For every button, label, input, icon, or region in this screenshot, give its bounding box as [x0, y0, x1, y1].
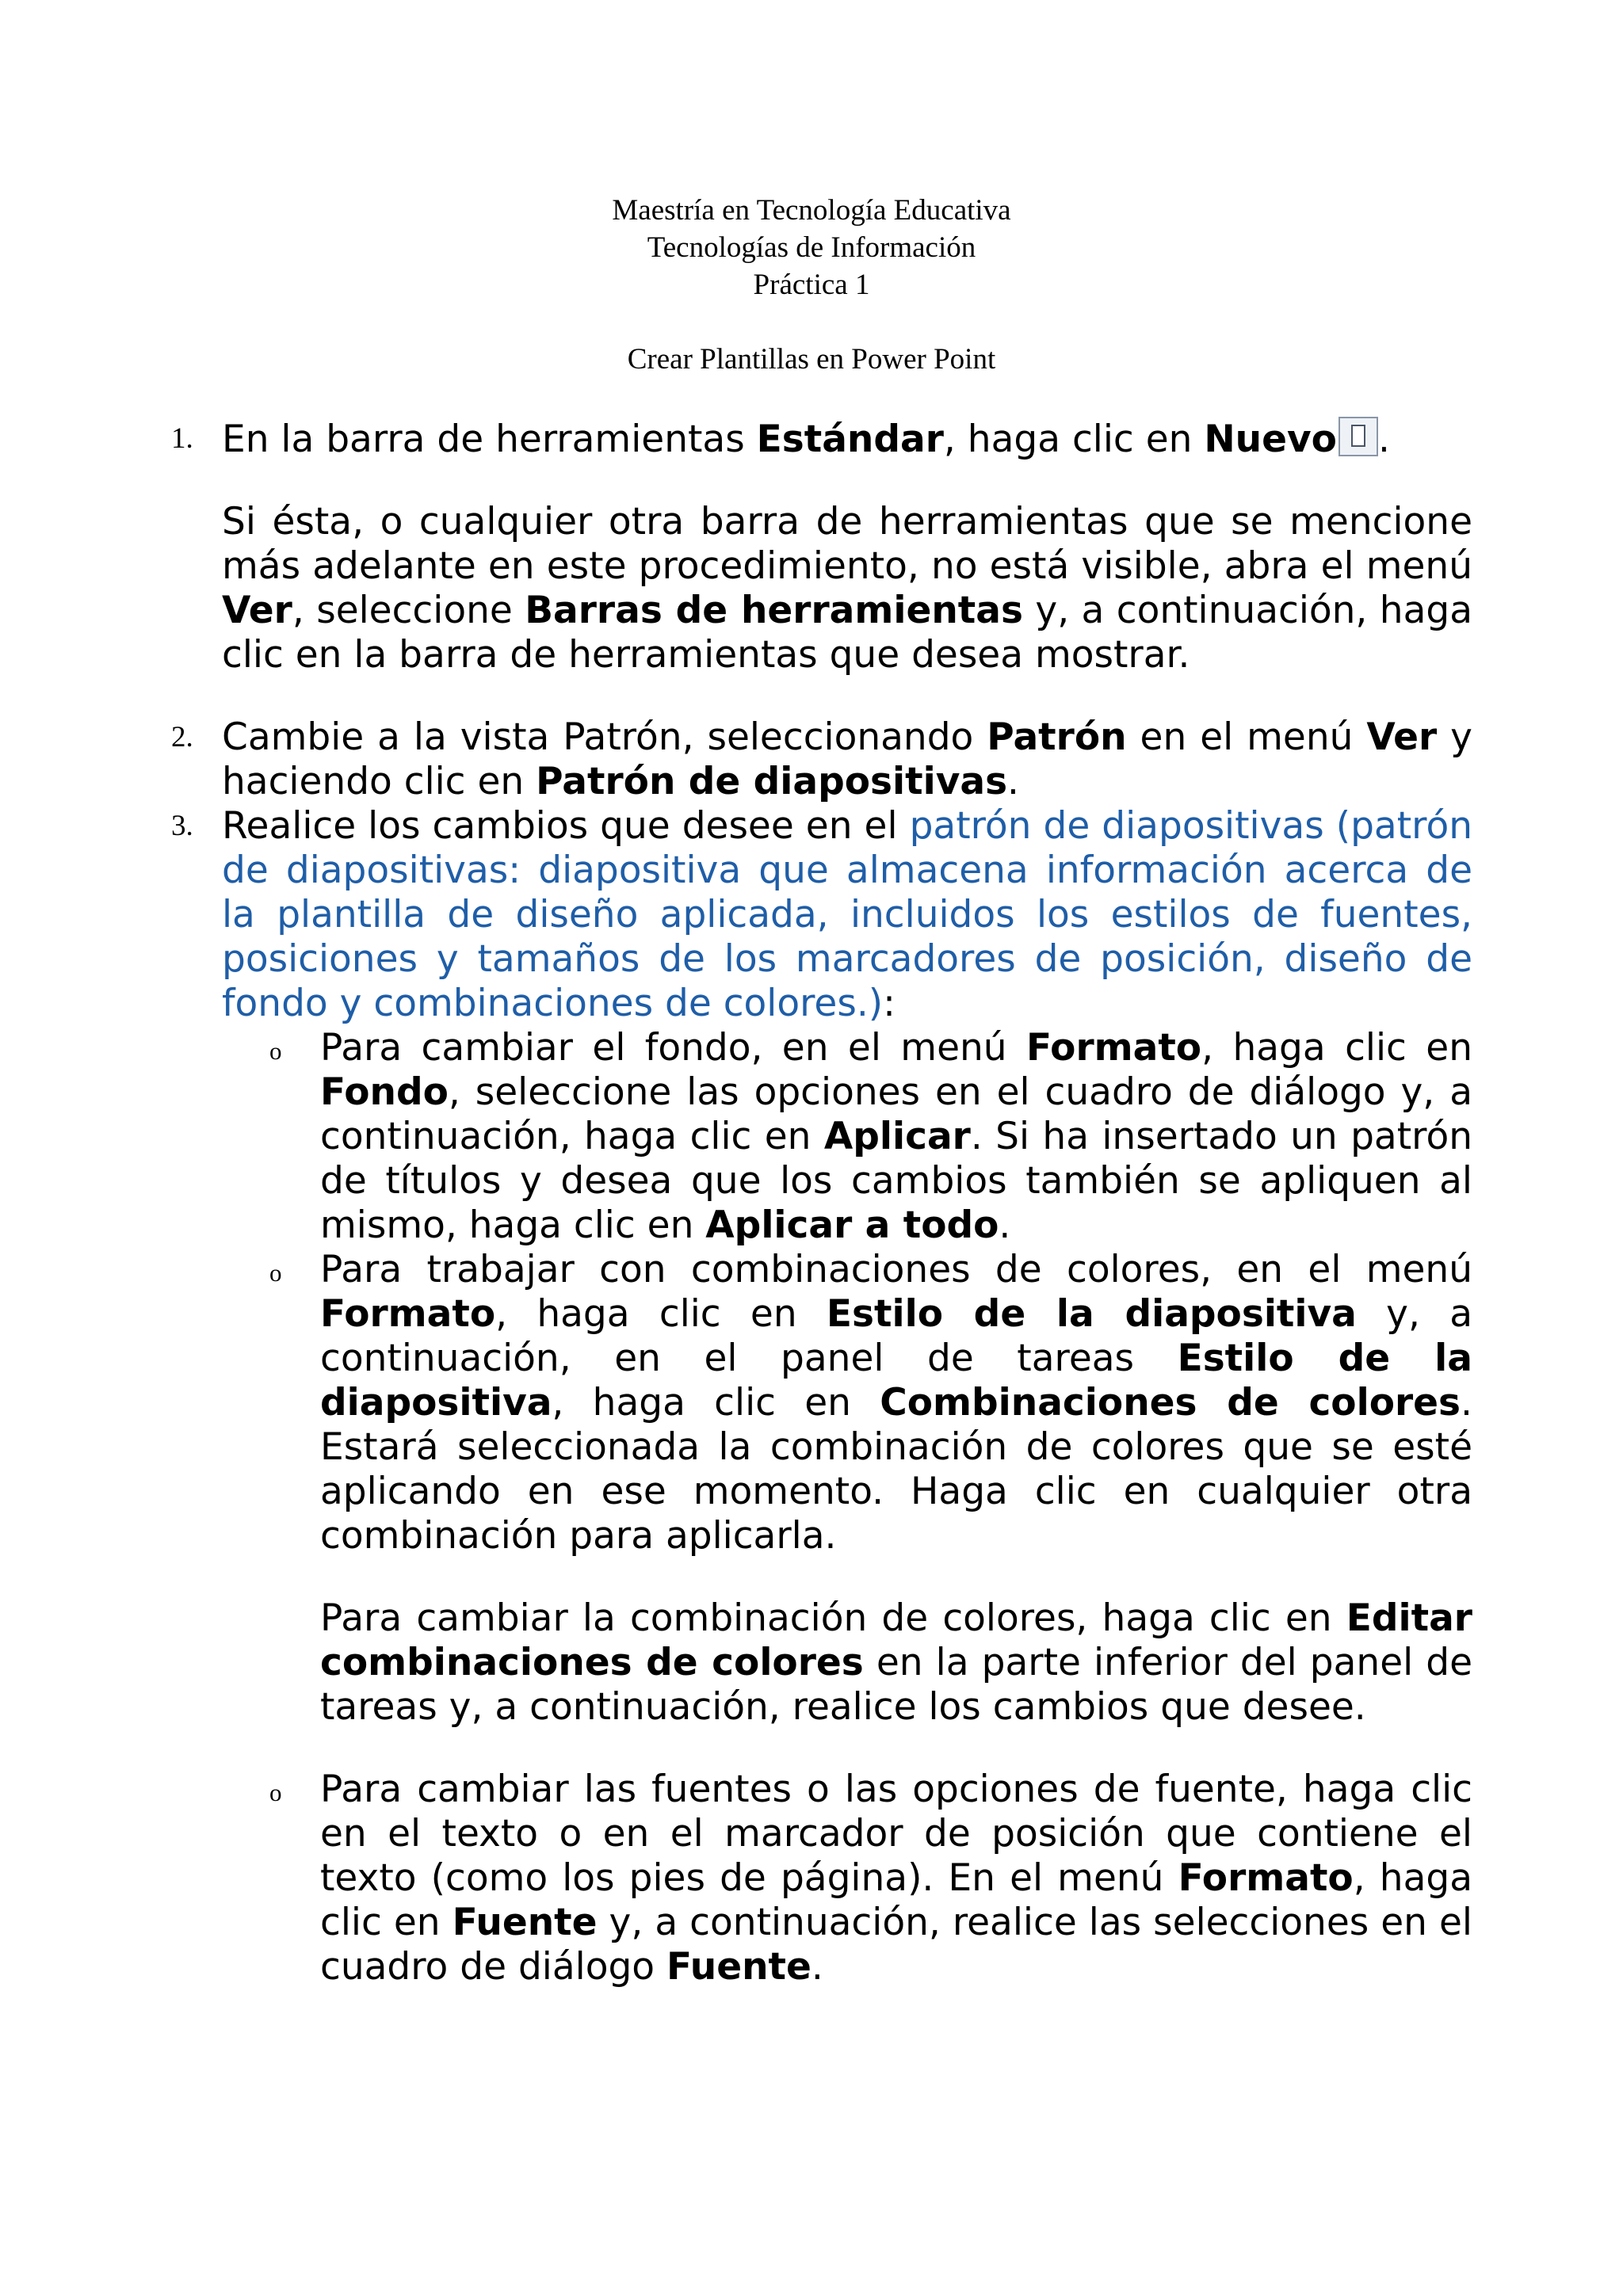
sub-3-text: Para cambiar las fuentes o las opciones de fuente, haga clic en el texto o en el marcador de posición que contiene el texto (como los pies de página). En el menú Formato, haga clic en Fuente y, a continuación, realice las selecciones en el cuadro de diálogo Fuente. [320, 1768, 1473, 1989]
bullet-marker: o [269, 1779, 282, 1806]
list-number: 1. [171, 422, 193, 455]
sub-1-text: Para cambiar el fondo, en el menú Formato, haga clic en Fondo, seleccione las opciones en el cuadro de diálogo y, a continuación, haga clic en Aplicar. Si ha insertado un patrón de títulos y desea que los cambios también se apliquen al mismo, haga clic en Aplicar a todo. [320, 1026, 1472, 1247]
glossary-link[interactable]: patrón de diapositivas [909, 804, 1324, 848]
step-1-note: Si ésta, o cualquier otra barra de herramientas que se mencione más adelante en este procedimiento, no está visible, abra el menú Ver, seleccione Barras de herramientas y, a continuación, haga clic en la barra de herramientas que desea mostrar. [222, 500, 1473, 677]
sub-list-item [163, 1768, 1472, 1989]
step-2-text: Cambie a la vista Patrón, seleccionando Patrón en el menú Ver y haciendo clic en Patrón de diapositivas. [222, 715, 1472, 803]
step-1-text: En la barra de herramientas Estándar, haga clic en Nuevo . [222, 418, 1390, 461]
document-header [0, 192, 1623, 378]
steps-list [163, 417, 1472, 1989]
sub-2-note: Para cambiar la combinación de colores, haga clic en Editar combinaciones de colores en la parte inferior del panel de tareas y, a continuación, realice los cambios que desee. [320, 1596, 1473, 1729]
document-title: Crear Plantillas en Power Point [627, 343, 996, 376]
list-item [163, 715, 1472, 804]
bullet-marker: o [269, 1037, 282, 1065]
bullet-marker: o [269, 1259, 282, 1287]
sub-list-item [163, 1248, 1472, 1730]
list-item [163, 417, 1472, 677]
list-item [163, 804, 1472, 1989]
header-line-3: Práctica 1 [753, 269, 870, 301]
step-3-text: Realice los cambios que desee en el patrón de diapositivas (patrón de diapositivas: diapositiva que almacena información acerca de la plantilla de diseño aplicada, incluidos los estilos de fuentes, posiciones y tamaños de los marcadores de posición, diseño de fondo y combinaciones de colores.): [222, 804, 1472, 1025]
header-line-2: Tecnologías de Información [647, 231, 976, 264]
glossary-definition: (patrón de diapositivas: diapositiva que almacena información acerca de la plantilla de diseño aplicada, incluidos los estilos de fuentes, posiciones y tamaños de los marcadores de posición, diseño de fondo y combinaciones de colores.) [222, 804, 1472, 1025]
list-number: 3. [171, 810, 193, 842]
new-document-icon [1338, 417, 1378, 456]
list-number: 2. [171, 721, 193, 753]
sub-list-item [163, 1026, 1472, 1248]
header-line-1: Maestría en Tecnología Educativa [612, 194, 1011, 227]
sub-2-text: Para trabajar con combinaciones de colores, en el menú Formato, haga clic en Estilo de la diapositiva y, a continuación, en el panel de tareas Estilo de la diapositiva, haga clic en Combinaciones de colores. Estará seleccionada la combinación de colores que se esté aplicando en ese momento. Haga clic en cualquier otra combinación para aplicarla. [320, 1248, 1472, 1558]
